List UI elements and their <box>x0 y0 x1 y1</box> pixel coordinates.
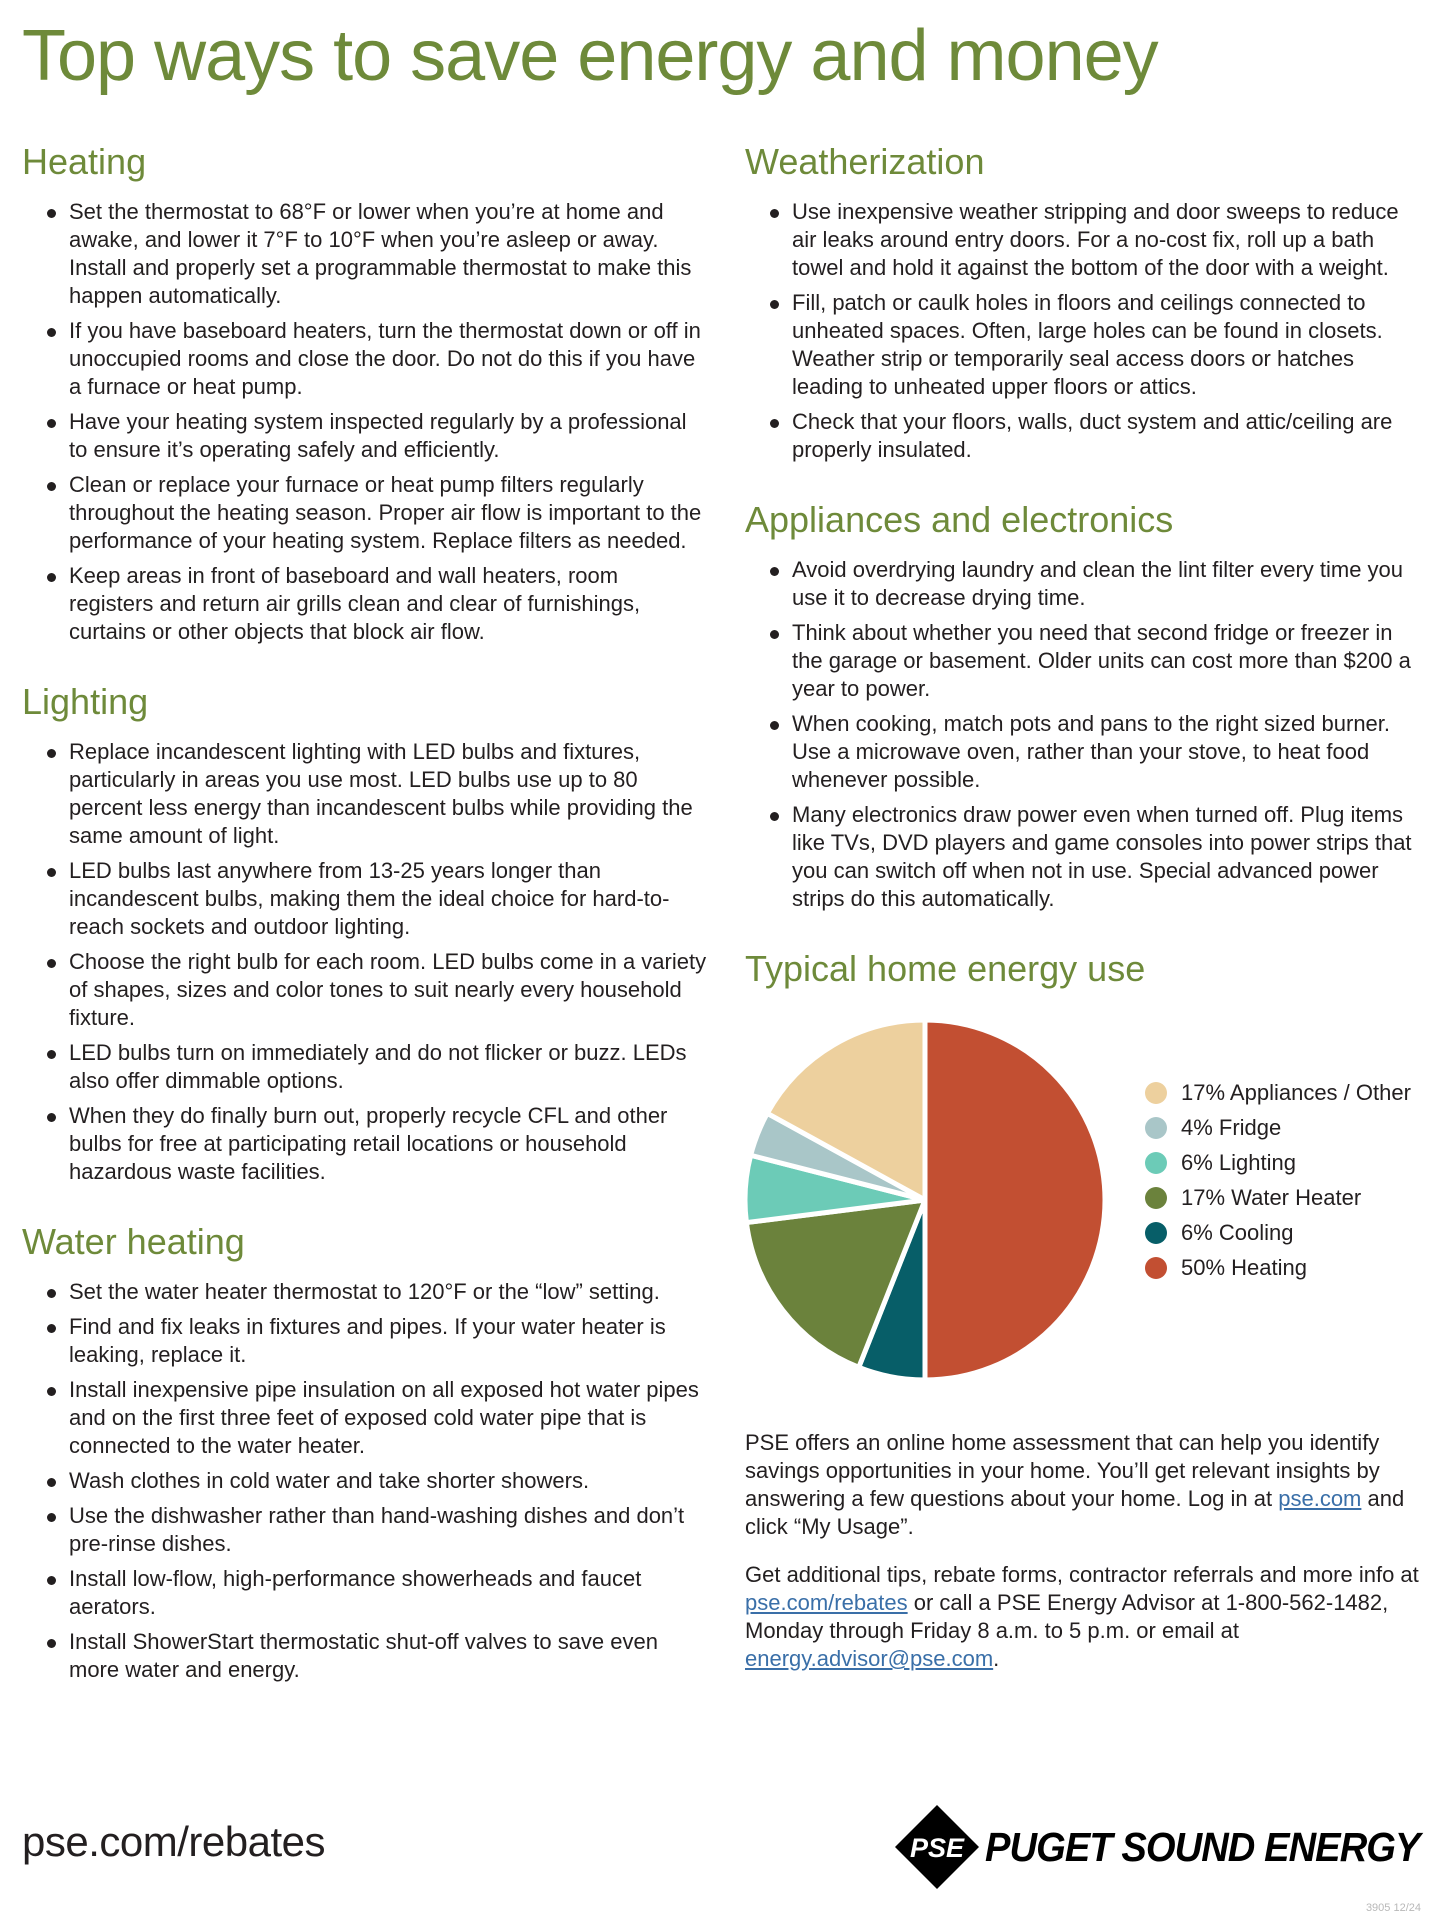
page-title: Top ways to save energy and money <box>22 16 1158 96</box>
left-column <box>22 140 707 1718</box>
legend-item <box>1145 1215 1411 1250</box>
legend-item <box>1145 1075 1411 1110</box>
legend-swatch <box>1145 1082 1167 1104</box>
contact-text-end: . <box>993 1646 1000 1671</box>
list-item: Keep areas in front of baseboard and wall heaters, room registers and return air grills clean and clear of furnishings, curtains or other objects that block air flow. <box>22 562 707 646</box>
appliances-section <box>745 498 1425 913</box>
right-column <box>745 140 1425 1693</box>
list-item: Set the water heater thermostat to 120°F or the “low” setting. <box>22 1278 707 1306</box>
heating-list <box>22 198 707 646</box>
contact-paragraph <box>745 1561 1425 1673</box>
weatherization-list <box>745 198 1425 464</box>
list-item: Fill, patch or caulk holes in floors and ceilings connected to unheated spaces. Often, large holes can be found in closets. Weather strip or temporarily seal access doors or hatches leading to unheated upper floors or attics. <box>745 289 1425 401</box>
list-item: Install inexpensive pipe insulation on all exposed hot water pipes and on the first three feet of exposed cold water pipe that is connected to the water heater. <box>22 1376 707 1460</box>
list-item: Many electronics draw power even when turned off. Plug items like TVs, DVD players and game consoles into power strips that you can switch off when not in use. Special advanced power strips do this automatically. <box>745 801 1425 913</box>
legend-label: 6% Cooling <box>1181 1219 1294 1245</box>
pse-logo <box>893 1803 1439 1891</box>
heating-heading: Heating <box>22 141 147 182</box>
pse-link[interactable]: pse.com <box>1278 1486 1362 1511</box>
info-block <box>745 1429 1425 1673</box>
list-item: Choose the right bulb for each room. LED bulbs come in a variety of shapes, sizes and color tones to suit nearly every household fixture. <box>22 948 707 1032</box>
list-item: LED bulbs turn on immediately and do not flicker or buzz. LEDs also offer dimmable options. <box>22 1039 707 1095</box>
list-item: Install ShowerStart thermostatic shut-off valves to save even more water and energy. <box>22 1628 707 1684</box>
legend-item <box>1145 1250 1411 1285</box>
list-item: Avoid overdrying laundry and clean the lint filter every time you use it to decrease drying time. <box>745 556 1425 612</box>
appliances-heading: Appliances and electronics <box>745 499 1174 540</box>
contact-text: Get additional tips, rebate forms, contractor referrals and more info at <box>745 1562 1419 1587</box>
list-item: Have your heating system inspected regularly by a professional to ensure it’s operating safely and efficiently. <box>22 408 707 464</box>
weatherization-heading: Weatherization <box>745 141 985 182</box>
weatherization-section <box>745 140 1425 464</box>
list-item: Clean or replace your furnace or heat pump filters regularly throughout the heating season. Proper air flow is important to the performance of your heating system. Replace filters as needed. <box>22 471 707 555</box>
logo-mark-text: PSE <box>909 1833 965 1863</box>
assessment-text: PSE offers an online home assessment that can help you identify savings opportunities in your home. You’ll get relevant insights by answering a few questions about your home. Log in at <box>745 1430 1380 1511</box>
list-item: Wash clothes in cold water and take shorter showers. <box>22 1467 707 1495</box>
energy-use-chart <box>745 1005 1425 1395</box>
legend-label: 6% Lighting <box>1181 1149 1296 1175</box>
list-item: Think about whether you need that second fridge or freezer in the garage or basement. Older units can cost more than $200 a year to power. <box>745 619 1425 703</box>
legend-swatch <box>1145 1257 1167 1279</box>
water-heating-heading: Water heating <box>22 1221 245 1262</box>
legend-swatch <box>1145 1152 1167 1174</box>
assessment-text-end: and click “My Usage”. <box>745 1486 1405 1539</box>
energy-use-heading: Typical home energy use <box>745 948 1146 989</box>
appliances-list <box>745 556 1425 913</box>
legend-item <box>1145 1145 1411 1180</box>
pie-slice-heating <box>925 1020 1105 1380</box>
list-item: When cooking, match pots and pans to the right sized burner. Use a microwave oven, rather than your stove, to heat food whenever possible. <box>745 710 1425 794</box>
list-item: If you have baseboard heaters, turn the thermostat down or off in unoccupied rooms and close the door. Do not do this if you have a furnace or heat pump. <box>22 317 707 401</box>
chart-legend <box>1145 1075 1411 1285</box>
contact-text-mid: or call a PSE Energy Advisor at 1-800-562-1482, Monday through Friday 8 a.m. to 5 p.m. or email at <box>745 1590 1389 1643</box>
pie-chart <box>745 1005 1115 1395</box>
water-heating-list <box>22 1278 707 1684</box>
legend-swatch <box>1145 1187 1167 1209</box>
legend-swatch <box>1145 1222 1167 1244</box>
list-item: Set the thermostat to 68°F or lower when you’re at home and awake, and lower it 7°F to 10°F when you’re asleep or away. Install and properly set a programmable thermostat to make this happen automatically. <box>22 198 707 310</box>
list-item: When they do finally burn out, properly recycle CFL and other bulbs for free at participating retail locations or household hazardous waste facilities. <box>22 1102 707 1186</box>
list-item: Replace incandescent lighting with LED bulbs and fixtures, particularly in areas you use most. LED bulbs use up to 80 percent less energy than incandescent bulbs while providing the same amount of light. <box>22 738 707 850</box>
pse-diamond-icon <box>893 1803 981 1891</box>
list-item: Find and fix leaks in fixtures and pipes. If your water heater is leaking, replace it. <box>22 1313 707 1369</box>
list-item: Use inexpensive weather stripping and door sweeps to reduce air leaks around entry doors. For a no-cost fix, roll up a bath towel and hold it against the bottom of the door with a weight. <box>745 198 1425 282</box>
email-link[interactable]: energy.advisor@pse.com <box>745 1646 994 1671</box>
list-item: Check that your floors, walls, duct system and attic/ceiling are properly insulated. <box>745 408 1425 464</box>
rebates-link[interactable]: pse.com/rebates <box>745 1590 908 1615</box>
legend-item <box>1145 1180 1411 1215</box>
legend-label: 4% Fridge <box>1181 1114 1282 1140</box>
lighting-section <box>22 680 707 1186</box>
legend-label: 50% Heating <box>1181 1254 1307 1280</box>
legend-swatch <box>1145 1117 1167 1139</box>
legend-label: 17% Water Heater <box>1181 1184 1362 1210</box>
footer-url: pse.com/rebates <box>22 1818 325 1865</box>
legend-label: 17% Appliances / Other <box>1181 1079 1411 1105</box>
lighting-heading: Lighting <box>22 681 149 722</box>
list-item: Install low-flow, high-performance showerheads and faucet aerators. <box>22 1565 707 1621</box>
document-code: 3905 12/24 <box>1365 1902 1421 1914</box>
logo-text: PUGET SOUND ENERGY <box>985 1823 1420 1870</box>
lighting-list <box>22 738 707 1186</box>
list-item: LED bulbs last anywhere from 13-25 years longer than incandescent bulbs, making them the ideal choice for hard-to-reach sockets and outdoor lighting. <box>22 857 707 941</box>
heating-section <box>22 140 707 646</box>
list-item: Use the dishwasher rather than hand-washing dishes and don’t pre-rinse dishes. <box>22 1502 707 1558</box>
legend-item <box>1145 1110 1411 1145</box>
assessment-paragraph <box>745 1429 1425 1541</box>
water-heating-section <box>22 1220 707 1684</box>
energy-use-section <box>745 947 1425 1395</box>
